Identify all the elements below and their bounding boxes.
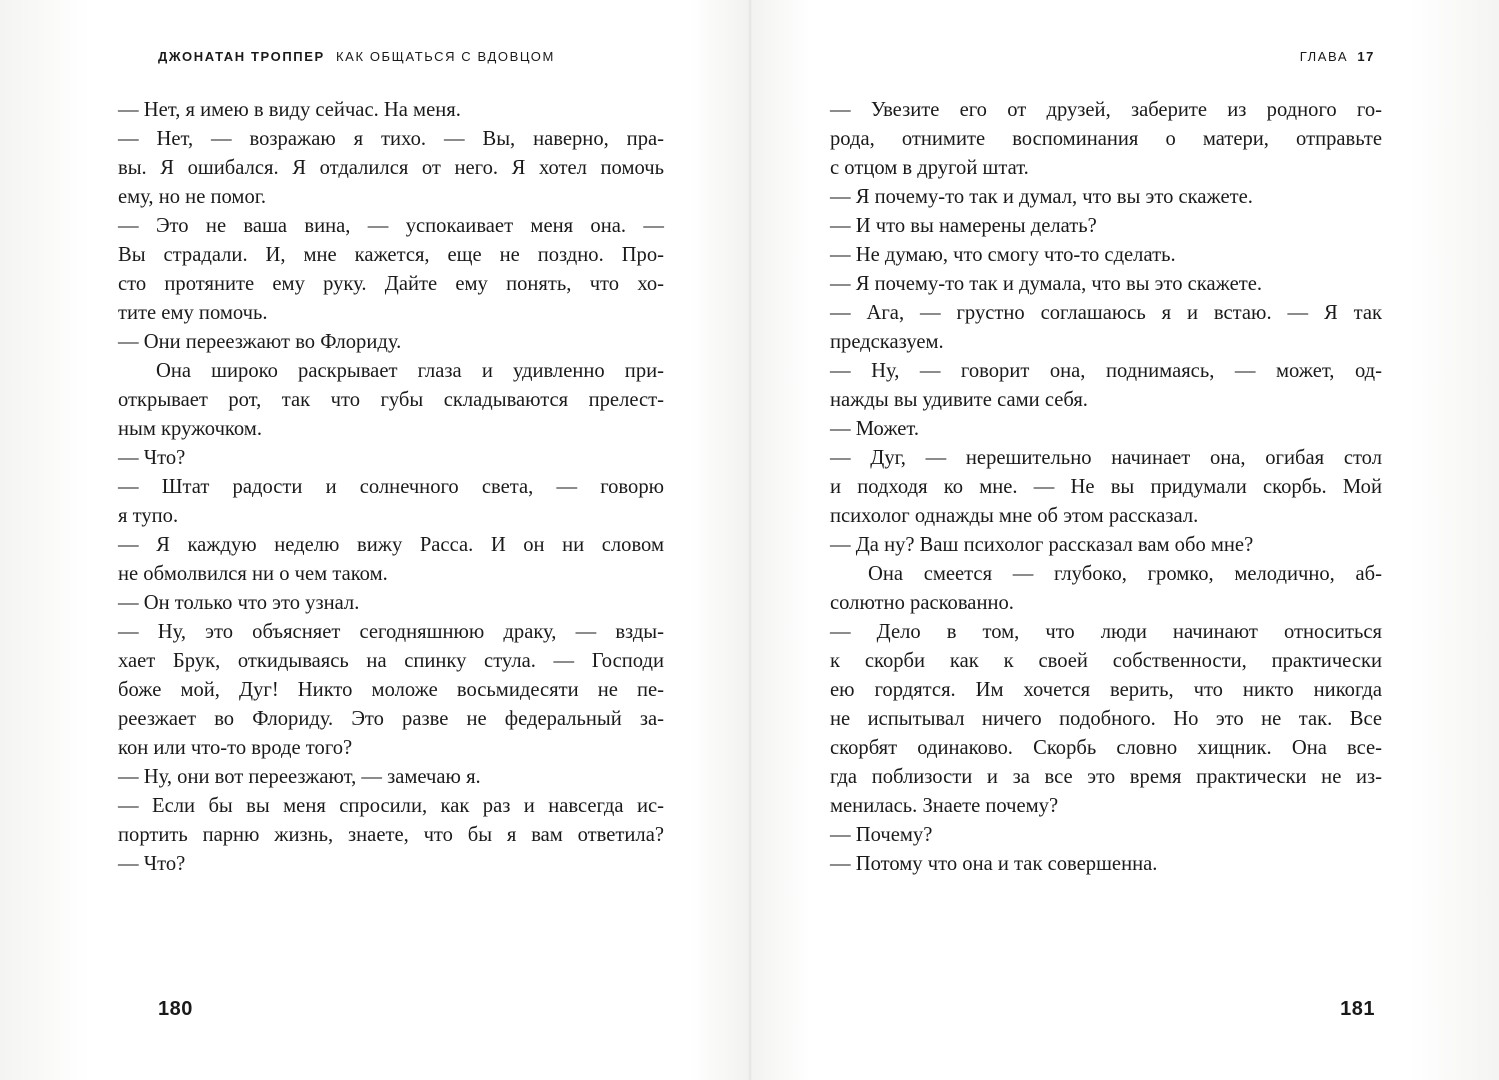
right-body-text [830, 96, 1382, 879]
text-line: — Он только что это узнал. [118, 592, 360, 614]
text-line: и подходя ко мне. — Не вы придумали скорбь. Мой [830, 476, 1382, 498]
text-line: Она смеется — глубоко, громко, мелодично, аб- [868, 563, 1382, 585]
text-line: — Ну, они вот переезжают, — замечаю я. [118, 766, 481, 788]
text-line: ею гордятся. Им хочется верить, что никто никогда [830, 679, 1382, 701]
text-line: боже мой, Дуг! Никто моложе восьмидесяти не пе- [118, 679, 664, 701]
text-line: ным кружочком. [118, 418, 262, 440]
text-line: — И что вы намерены делать? [830, 215, 1097, 237]
text-line: к скорби как к своей собственности, практически [830, 650, 1382, 672]
text-line: — Почему? [830, 824, 933, 846]
left-page [0, 0, 748, 1080]
text-line: психолог однажды мне об этом рассказал. [830, 505, 1199, 527]
text-line: — Я почему-то так и думал, что вы это скажете. [830, 186, 1253, 208]
text-line: ему, но не помог. [118, 186, 267, 208]
text-line: не испытывал ничего подобного. Но это не так. Все [830, 708, 1382, 730]
text-line: солютно раскованно. [830, 592, 1014, 614]
text-line: — Ага, — грустно соглашаюсь я и встаю. — Я так [830, 302, 1382, 324]
running-head-chapter-label: ГЛАВА [1299, 49, 1349, 64]
text-line: — Ну, — говорит она, поднимаясь, — может, од- [830, 360, 1382, 382]
text-line: — Я почему-то так и думала, что вы это скажете. [830, 273, 1263, 295]
text-line: — Что? [118, 853, 186, 875]
text-line: гда поблизости и за все это время практически не из- [830, 766, 1382, 788]
right-page [752, 0, 1499, 1080]
text-line: — Ну, это объясняет сегодняшнюю драку, — взды- [118, 621, 664, 643]
text-line: менилась. Знаете почему? [830, 795, 1059, 817]
text-line: — Нет, — возражаю я тихо. — Вы, наверно, пра- [118, 128, 664, 150]
text-line: — Нет, я имею в виду сейчас. На меня. [118, 99, 461, 121]
text-line: портить парню жизнь, знаете, что бы я вам ответила? [118, 824, 664, 846]
text-line: — Потому что она и так совершенна. [830, 853, 1158, 875]
text-line: нажды вы удивите сами себя. [830, 389, 1088, 411]
text-line: — Дело в том, что люди начинают относиться [830, 621, 1382, 643]
text-line: — Да ну? Ваш психолог рассказал вам обо мне? [830, 534, 1254, 556]
left-page-number: 180 [158, 998, 193, 1020]
text-line: я тупо. [118, 505, 179, 527]
text-line: открывает рот, так что губы складываются прелест- [118, 389, 664, 411]
left-running-head [158, 49, 555, 64]
text-line: реезжает во Флориду. Это разве не федеральный за- [118, 708, 664, 730]
right-running-head [1300, 49, 1375, 64]
right-page-number: 181 [1340, 998, 1375, 1020]
text-line: — Штат радости и солнечного света, — говорю [118, 476, 664, 498]
text-line: с отцом в другой штат. [830, 157, 1029, 179]
text-line: Вы страдали. И, мне кажется, еще не поздно. Про- [118, 244, 664, 266]
text-line: вы. Я ошибался. Я отдалился от него. Я хотел помочь [118, 157, 664, 179]
running-head-book-title: КАК ОБЩАТЬСЯ С ВДОВЦОМ [336, 49, 555, 64]
text-line: предсказуем. [830, 331, 944, 353]
text-line: — Может. [830, 418, 920, 440]
text-line: — Дуг, — нерешительно начинает она, огибая стол [830, 447, 1382, 469]
text-line: — Это не ваша вина, — успокаивает меня она. — [118, 215, 664, 237]
text-line: — Я каждую неделю вижу Расса. И он ни словом [118, 534, 664, 556]
text-line: рода, отнимите воспоминания о матери, отправьте [830, 128, 1382, 150]
text-line: кон или что-то вроде того? [118, 737, 353, 759]
text-line: — Если бы вы меня спросили, как раз и навсегда ис- [118, 795, 664, 817]
text-line: Она широко раскрывает глаза и удивленно при- [156, 360, 664, 382]
text-line: — Увезите его от друзей, заберите из родного го- [830, 99, 1382, 121]
text-line: скорбят одинаково. Скорбь словно хищник. Она все- [830, 737, 1382, 759]
text-line: хает Брук, откидываясь на спинку стула. — Господи [118, 650, 664, 672]
running-head-chapter-number: 17 [1357, 49, 1375, 64]
text-line: сто протяните ему руку. Дайте ему понять, что хо- [118, 273, 664, 295]
text-line: — Что? [118, 447, 186, 469]
text-line: — Не думаю, что смогу что-то сделать. [830, 244, 1176, 266]
left-body-text [118, 96, 664, 879]
text-line: тите ему помочь. [118, 302, 268, 324]
text-line: — Они переезжают во Флориду. [118, 331, 402, 353]
text-line: не обмолвился ни о чем таком. [118, 563, 388, 585]
running-head-author: ДЖОНАТАН ТРОППЕР [158, 49, 325, 64]
